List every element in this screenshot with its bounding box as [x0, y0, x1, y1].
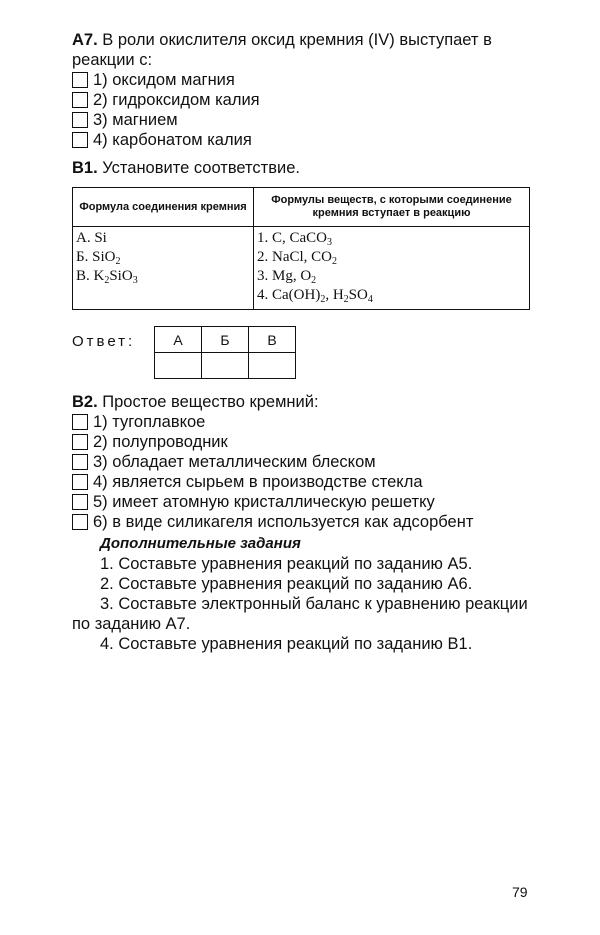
- col2-header: Формулы веществ, с которыми соединение кремния вступает в реакцию: [254, 188, 530, 227]
- question-b2-label: В2.: [72, 393, 98, 411]
- left-column: [73, 227, 254, 310]
- question-b2-text: Простое вещество кремний:: [97, 393, 319, 411]
- answer-col-v: В: [249, 327, 296, 353]
- question-b1-label: В1.: [72, 159, 98, 177]
- answer-cell-v[interactable]: [249, 353, 296, 379]
- left-item-b: Б. SiO$_2$: [76, 249, 121, 267]
- answer-block: [72, 326, 532, 382]
- extra-item: 3. Составьте электронный баланс к уравнению реакции по заданию А7.: [72, 595, 528, 633]
- answer-cell-a[interactable]: [155, 353, 202, 379]
- option-a7-2[interactable]: [72, 90, 532, 110]
- option-label: 1) оксидом магния: [93, 71, 235, 89]
- question-b1: [72, 158, 532, 178]
- answer-col-b: Б: [202, 327, 249, 353]
- answer-label: Ответ:: [72, 333, 136, 350]
- extra-item: 1. Составьте уравнения реакций по заданию А5.: [100, 555, 473, 573]
- matching-table: [72, 187, 530, 310]
- right-item-3: 3. Mg, $O_2$: [257, 268, 317, 286]
- option-b2-1[interactable]: [72, 412, 532, 432]
- option-b2-5[interactable]: [72, 492, 532, 512]
- option-label: 2) полупроводник: [93, 433, 228, 451]
- question-a7-text: В роли окислителя оксид кремния (IV) выступает в реакции с:: [72, 31, 492, 69]
- right-item-1: 1. C, CaCO$_3$: [257, 230, 333, 248]
- extra-item: 2. Составьте уравнения реакций по заданию А6.: [100, 575, 473, 593]
- right-item-4: 4. $Ca(OH)_2$, $H_2SO_4$: [257, 287, 373, 305]
- option-a7-1[interactable]: [72, 70, 532, 90]
- checkbox[interactable]: [72, 414, 88, 430]
- checkbox[interactable]: [72, 72, 88, 88]
- col1-header: Формула соединения кремния: [73, 188, 254, 227]
- extra-tasks-title: Дополнительные задания: [100, 535, 301, 552]
- left-item-a: А. Si: [76, 230, 107, 246]
- checkbox[interactable]: [72, 454, 88, 470]
- question-b2: [72, 392, 532, 412]
- option-b2-4[interactable]: [72, 472, 532, 492]
- option-label: 4) карбонатом калия: [93, 131, 252, 149]
- question-a7-label: А7.: [72, 31, 98, 49]
- option-a7-4[interactable]: [72, 130, 532, 150]
- option-label: 3) обладает металлическим блеском: [93, 453, 376, 471]
- checkbox[interactable]: [72, 514, 88, 530]
- option-label: 5) имеет атомную кристаллическую решетку: [93, 493, 435, 511]
- page-number: 79: [512, 884, 528, 900]
- option-label: 6) в виде силикагеля используется как адсорбент: [93, 513, 474, 531]
- checkbox[interactable]: [72, 132, 88, 148]
- question-b1-text: Установите соответствие.: [97, 159, 300, 177]
- option-label: 4) является сырьем в производстве стекла: [93, 473, 423, 491]
- option-label: 1) тугоплавкое: [93, 413, 206, 431]
- option-b2-6[interactable]: [72, 512, 532, 532]
- checkbox[interactable]: [72, 112, 88, 128]
- answer-col-a: А: [155, 327, 202, 353]
- right-item-2: 2. NaCl, $CO_2$: [257, 249, 337, 267]
- option-b2-2[interactable]: [72, 432, 532, 452]
- page-content: [72, 30, 532, 654]
- option-b2-3[interactable]: [72, 452, 532, 472]
- checkbox[interactable]: [72, 434, 88, 450]
- answer-cell-b[interactable]: [202, 353, 249, 379]
- checkbox[interactable]: [72, 474, 88, 490]
- left-item-v: В. $K_2SiO_3$: [76, 268, 138, 286]
- checkbox[interactable]: [72, 494, 88, 510]
- option-a7-3[interactable]: [72, 110, 532, 130]
- extra-item: 4. Составьте уравнения реакций по заданию В1.: [100, 635, 473, 653]
- option-label: 3) магнием: [93, 111, 178, 129]
- answer-grid: [154, 326, 296, 379]
- option-label: 2) гидроксидом калия: [93, 91, 260, 109]
- right-column: [254, 227, 530, 310]
- checkbox[interactable]: [72, 92, 88, 108]
- question-a7: [72, 30, 532, 70]
